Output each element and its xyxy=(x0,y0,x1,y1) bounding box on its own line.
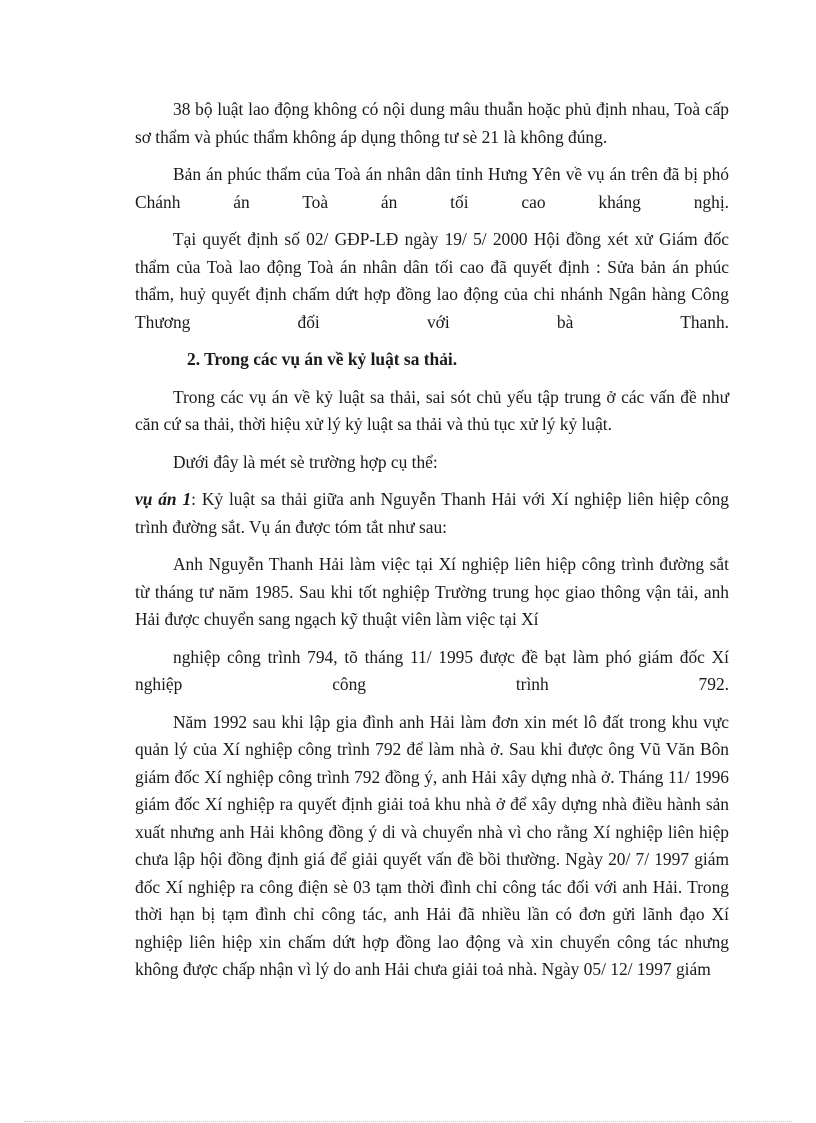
paragraph-2: Bản án phúc thẩm của Toà án nhân dân tỉnh Hưng Yên về vụ án trên đã bị phó Chánh án Toà án tối cao kháng nghị. xyxy=(135,164,729,212)
document-body xyxy=(135,96,729,994)
paragraph-4: Trong các vụ án về kỷ luật sa thải, sai sót chủ yếu tập trung ở các vấn đề như căn cứ sa thải, thời hiệu xử lý kỷ luật sa thải và thủ tục xử lý kỷ luật. xyxy=(135,386,729,434)
section-heading: 2. Trong các vụ án về kỷ luật sa thải. xyxy=(187,349,458,369)
page-bottom-divider xyxy=(24,1121,792,1122)
paragraph-1: 38 bộ luật lao động không có nội dung mâu thuẫn hoặc phủ định nhau, Toà cấp sơ thẩm và phúc thẩm không áp dụng thông tư sè 21 là không đúng. xyxy=(135,99,729,147)
paragraph-5: Dưới đây là mét sè trường hợp cụ thể: xyxy=(173,451,438,472)
paragraph-8: nghiệp công trình 794, tõ tháng 11/ 1995 được đề bạt làm phó giám đốc Xí nghiệp công trình 792. xyxy=(135,646,729,694)
paragraph-7: Anh Nguyễn Thanh Hải làm việc tại Xí nghiệp liên hiệp công trình đường sắt từ tháng tư năm 1985. Sau khi tốt nghiệp Trường trung học giao thông vận tải, anh Hải được chuyển sang ngạch kỹ thuật viên làm việc tại Xí xyxy=(135,554,729,629)
paragraph-case-1 xyxy=(135,486,729,541)
paragraph-3: Tại quyết định số 02/ GĐP-LĐ ngày 19/ 5/ 2000 Hội đồng xét xử Giám đốc thẩm của Toà lao động Toà án nhân dân tối cao đã quyết định : Sửa bản án phúc thẩm, huỷ quyết định chấm dứt hợp đồng lao động của chi nhánh Ngân hàng Công Thương đối với bà Thanh. xyxy=(135,229,729,332)
paragraph-9: Năm 1992 sau khi lập gia đình anh Hải làm đơn xin mét lô đất trong khu vực quản lý của Xí nghiệp công trình 792 để làm nhà ở. Sau khi được ông Vũ Văn Bôn giám đốc Xí nghiệp công trình 792 đồng ý, anh Hải xây dựng nhà ở. Tháng 11/ 1996 giám đốc Xí nghiệp ra quyết định giải toả khu nhà ở để xây dựng nhà điều hành sản xuất nhưng anh Hải không đồng ý di và chuyển nhà vì cho rằng Xí nghiệp liên hiệp chưa lập hội đồng định giá để giải quyết vấn đề bồi thường. Ngày 20/ 7/ 1997 giám đốc Xí nghiệp ra công điện sè 03 tạm thời đình chỉ công tác đối với anh Hải. Trong thời hạn bị tạm đình chỉ công tác, anh Hải đã nhiều lần có đơn gửi lãnh đạo Xí nghiệp liên hiệp xin chấm dứt hợp đồng lao động và xin chuyển công tác nhưng không được chấp nhận vì lý do anh Hải chưa giải toả nhà. Ngày 05/ 12/ 1997 giám xyxy=(135,711,729,979)
case-label: vụ án 1 xyxy=(135,489,192,509)
case-1-description: : Kỷ luật sa thải giữa anh Nguyễn Thanh Hải với Xí nghiệp liên hiệp công trình đường sắt. Vụ án được tóm tắt như sau: xyxy=(135,489,729,537)
